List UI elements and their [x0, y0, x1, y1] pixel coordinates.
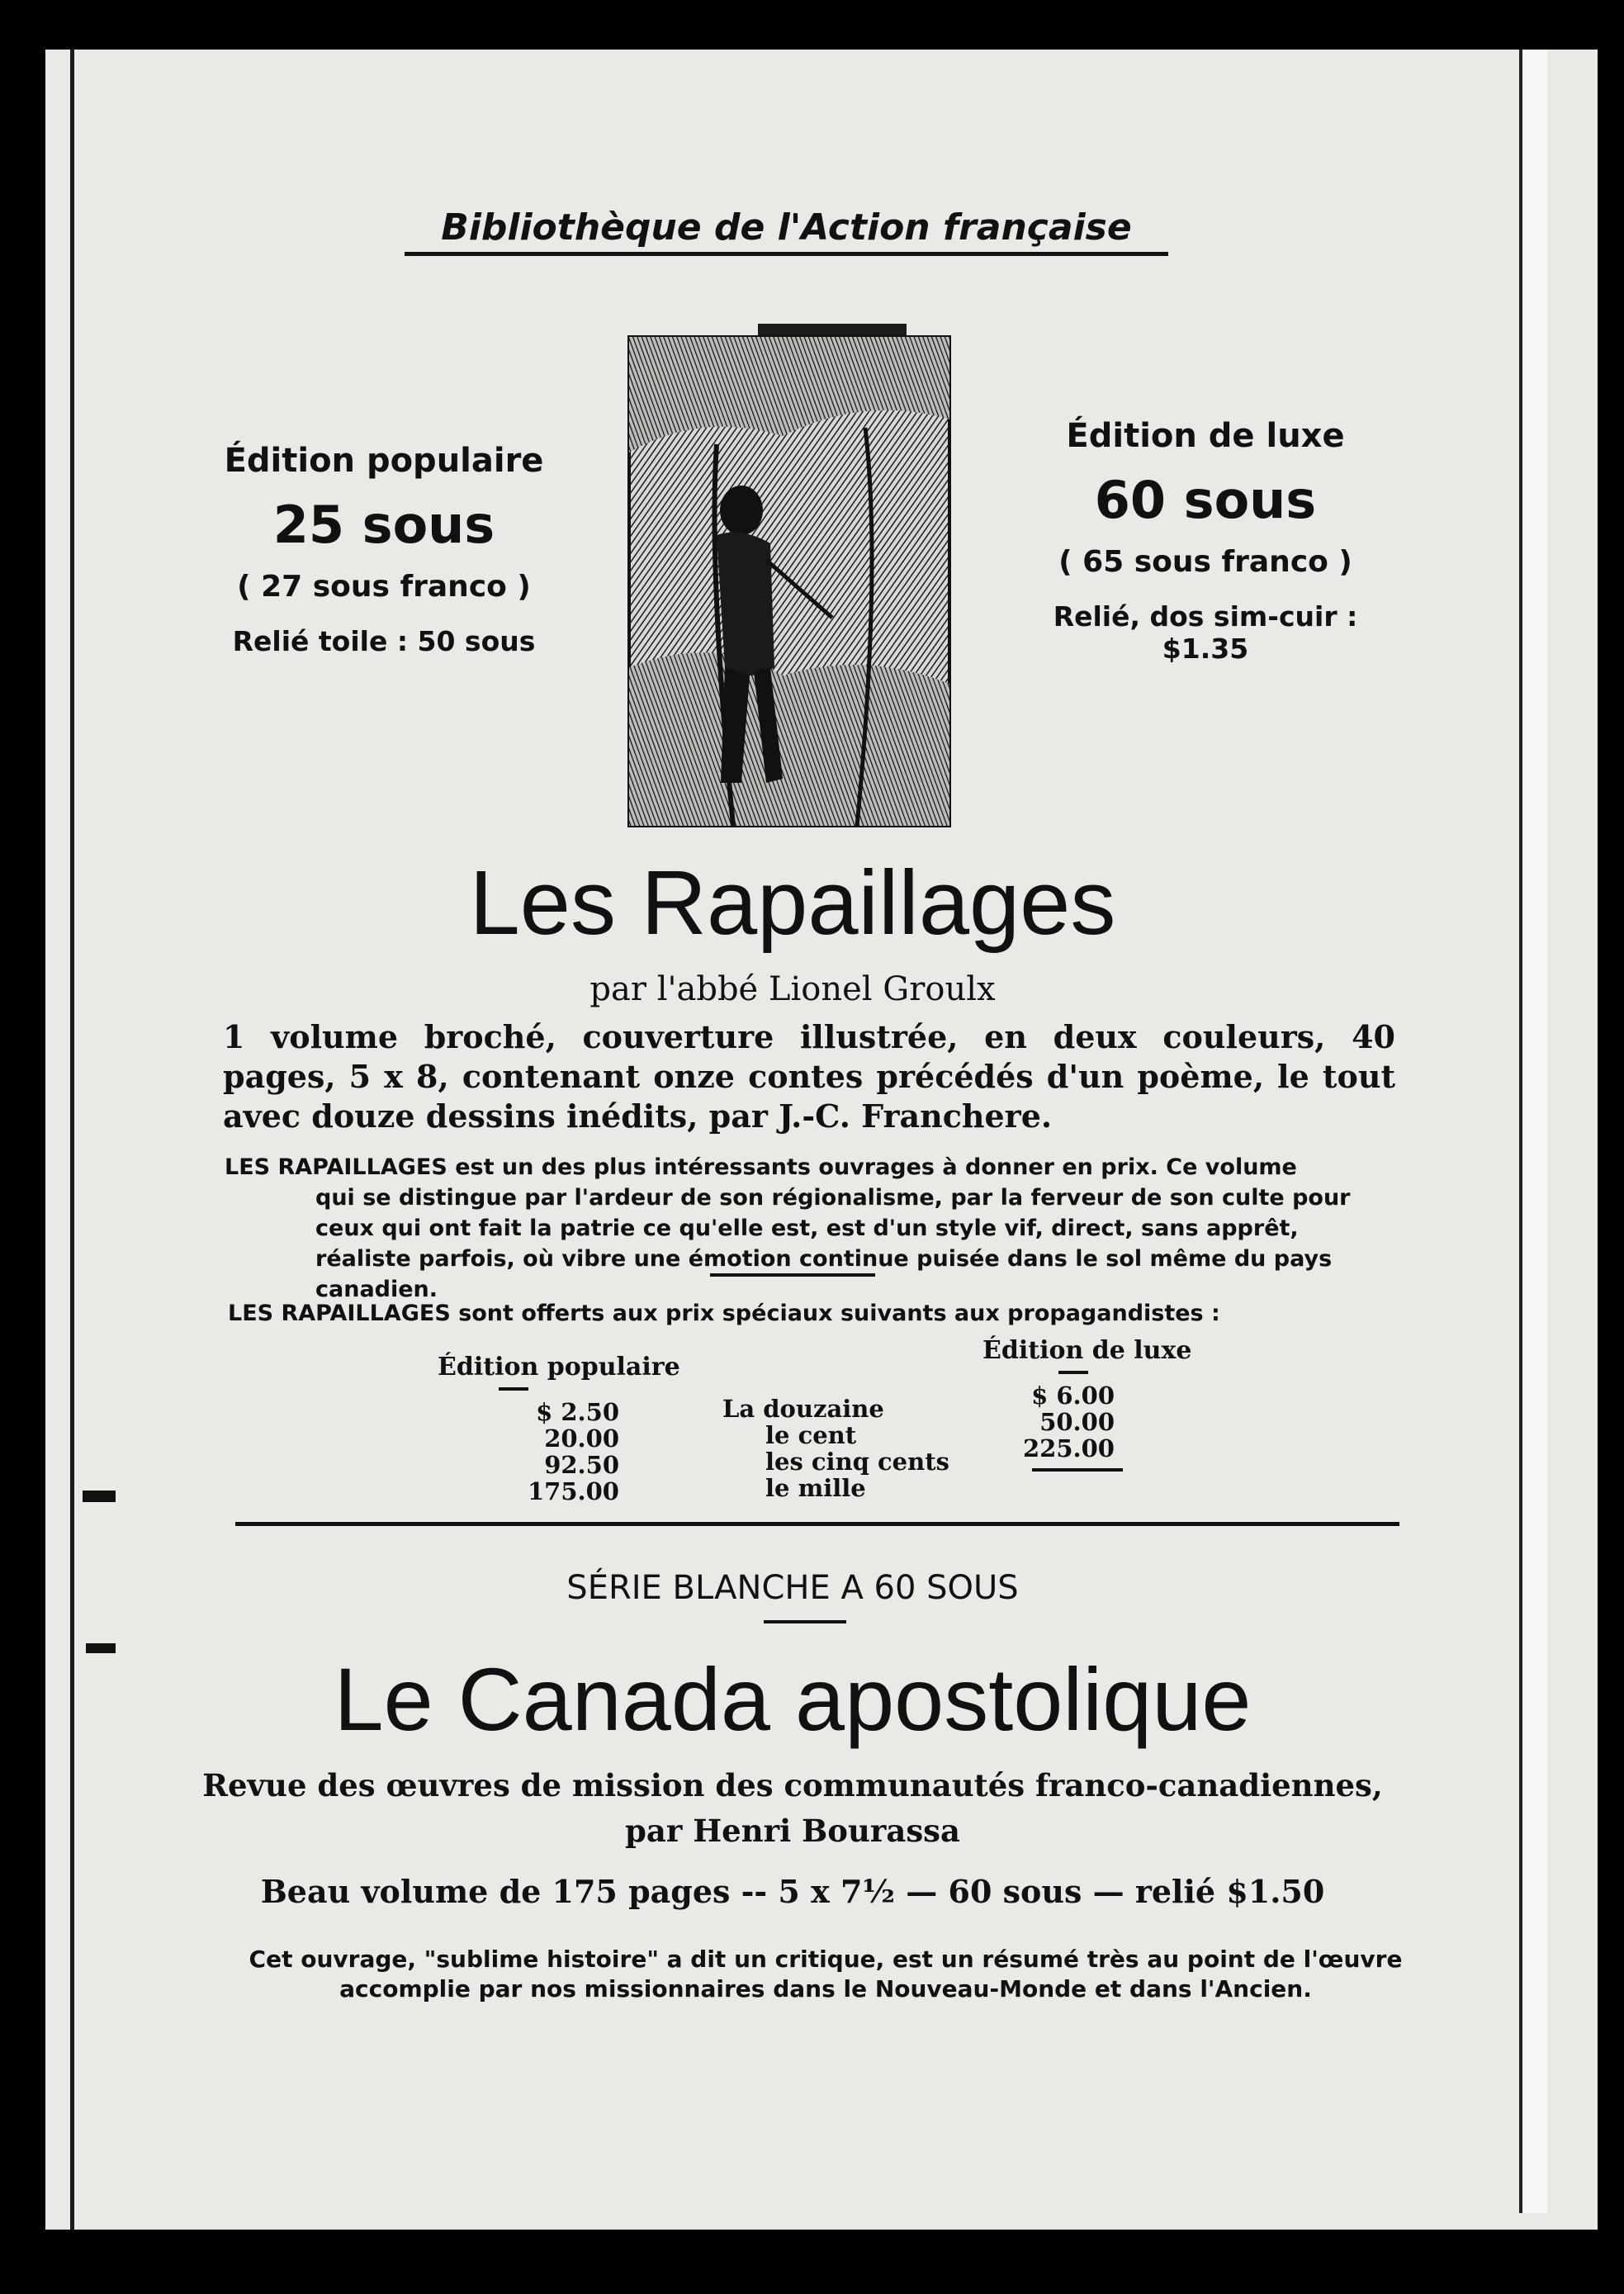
price-cell: $ 6.00 [1031, 1382, 1115, 1410]
edition-luxe-block [1016, 417, 1395, 665]
review-continuation: qui se distingue par l'ardeur de son régionalisme, par la ferveur de son culte pour ceux qui ont fait la patrie ce qu'elle est, est d'un style vif, direct, sans apprêt, réaliste parfois, où vibre une émotion continue puisée dans le sol même du pays canadien. [315, 1185, 1351, 1302]
edition-luxe-franco: ( 65 sous franco ) [1058, 545, 1352, 579]
cover-illustration [618, 320, 958, 839]
price-column-populaire [438, 1354, 702, 1505]
section-divider [710, 1273, 875, 1277]
header-dash [499, 1387, 528, 1391]
series-header: Bibliothèque de l'Action française [405, 206, 1168, 256]
price-column-luxe [982, 1338, 1197, 1472]
book-author-groulx: par l'abbé Lionel Groulx [589, 970, 996, 1008]
series-underline [764, 1620, 846, 1623]
binding-edge [70, 50, 74, 2230]
price-column-luxe-header: Édition de luxe [982, 1336, 1192, 1365]
book-specs: Beau volume de 175 pages -- 5 x 7½ — 60 sous — relié $1.50 [260, 1873, 1325, 1910]
price-cell: 225.00 [1023, 1434, 1115, 1462]
edition-populaire-franco: ( 27 sous franco ) [237, 570, 531, 604]
edition-luxe-bound: Relié, dos sim-cuir : $1.35 [1053, 600, 1358, 665]
total-rule [1032, 1468, 1123, 1472]
propagandist-offer-line: LES RAPAILLAGES sont offerts aux prix spéciaux suivants aux propagandistes : [228, 1301, 1220, 1326]
right-page-edge [1519, 50, 1547, 2213]
quantity-cell: le mille [765, 1474, 866, 1502]
quantity-cell: le cent [765, 1421, 857, 1449]
section-rule [235, 1522, 1399, 1526]
book-description: 1 volume broché, couverture illustrée, en deux couleurs, 40 pages, 5 x 8, contenant onze contes précédés d'un poème, le tout avec douze dessins inédits, par J.-C. Franchere. [223, 1018, 1395, 1135]
book-review-paragraph [225, 1152, 1397, 1305]
price-column-populaire-header: Édition populaire [438, 1353, 680, 1382]
quantity-column [722, 1396, 970, 1501]
price-cell: 92.50 [544, 1451, 619, 1479]
price-cell: 175.00 [528, 1477, 619, 1505]
edition-populaire-bound: Relié toile : 50 sous [232, 625, 536, 657]
book-title-canada-apostolique: Le Canada apostolique [334, 1649, 1252, 1749]
binding-mark [86, 1643, 116, 1653]
edition-populaire-block [211, 442, 557, 657]
edition-populaire-title: Édition populaire [224, 442, 544, 480]
book-subtitle: Revue des œuvres de mission des communautés franco-canadiennes, [202, 1767, 1383, 1803]
book-summary: Cet ouvrage, "sublime histoire" a dit un critique, est un résumé très au point de l'œuvre accomplie par nos missionnaires dans le Nouveau-Monde et dans l'Ancien. [249, 1946, 1403, 2003]
edition-luxe-title: Édition de luxe [1066, 417, 1345, 455]
book-author-bourassa: par Henri Bourassa [624, 1813, 960, 1849]
series-label: SÉRIE BLANCHE A 60 SOUS [566, 1569, 1019, 1607]
price-cell: 20.00 [544, 1424, 619, 1453]
edition-luxe-price: 60 sous [1094, 470, 1317, 530]
review-lead-line: LES RAPAILLAGES est un des plus intéressants ouvrages à donner en prix. Ce volume [225, 1154, 1297, 1180]
edition-populaire-price: 25 sous [272, 495, 495, 555]
binding-mark [83, 1491, 116, 1502]
price-cell: $ 2.50 [536, 1398, 619, 1426]
quantity-cell: La douzaine [722, 1395, 884, 1423]
header-dash [1058, 1371, 1088, 1374]
book-title-rapaillages: Les Rapaillages [469, 852, 1116, 954]
quantity-cell: les cinq cents [765, 1448, 949, 1476]
price-cell: 50.00 [1039, 1408, 1115, 1436]
